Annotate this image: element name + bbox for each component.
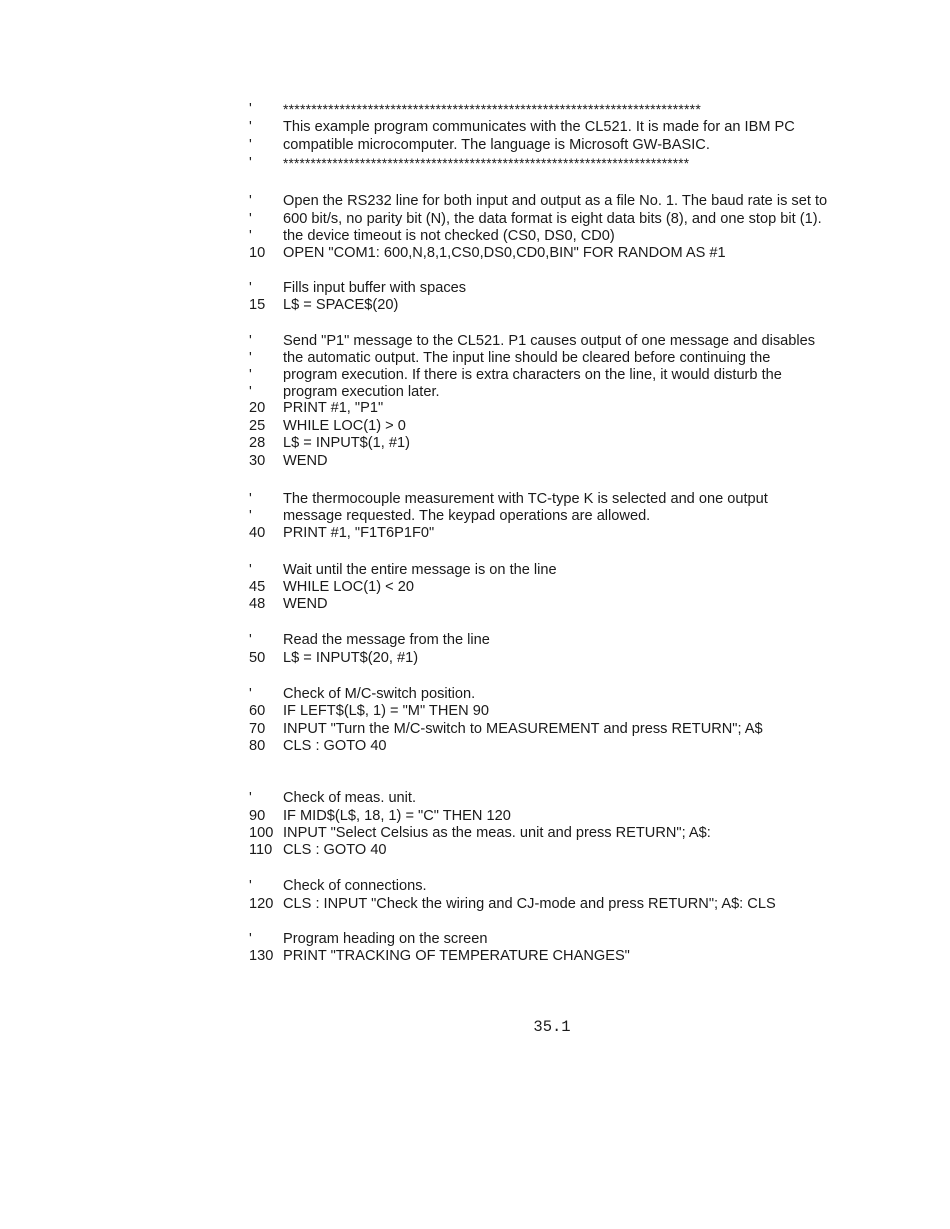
line-text: WEND [283, 453, 328, 469]
line-text: Send "P1" message to the CL521. P1 causes output of one message and disables [283, 333, 816, 349]
line-text: L$ = SPACE$(20) [283, 297, 399, 313]
line-number: 45 [249, 579, 266, 595]
line-text: Wait until the entire message is on the line [283, 562, 557, 578]
line-text: Read the message from the line [283, 632, 490, 648]
comment-mark: ' [249, 562, 252, 578]
line-text: the device timeout is not checked (CS0, DS0, CD0) [283, 228, 615, 244]
line-text: PRINT #1, "F1T6P1F0" [283, 525, 435, 541]
line-text: Open the RS232 line for both input and output as a file No. 1. The baud rate is set to [283, 193, 828, 209]
line-text: WHILE LOC(1) > 0 [283, 418, 406, 434]
line-text: CLS : GOTO 40 [283, 842, 387, 858]
line-number: 25 [249, 418, 266, 434]
line-text: WEND [283, 596, 328, 612]
line-number: 100 [249, 825, 274, 841]
line-number: 28 [249, 435, 266, 451]
line-text: PRINT "TRACKING OF TEMPERATURE CHANGES" [283, 948, 630, 964]
line-number: 110 [249, 842, 273, 858]
line-number: 90 [249, 808, 266, 824]
comment-mark: ' [249, 333, 252, 349]
comment-mark: ' [249, 280, 252, 296]
line-number: 80 [249, 738, 266, 754]
page-number: 35.1 [533, 1018, 571, 1036]
line-number: 130 [249, 948, 274, 964]
line-text: compatible microcomputer. The language is Microsoft GW-BASIC. [283, 137, 710, 153]
line-text: Check of M/C-switch position. [283, 686, 476, 702]
comment-mark: ' [249, 790, 252, 806]
comment-mark: ' [249, 931, 252, 947]
line-number: 120 [249, 896, 274, 912]
line-text: This example program communicates with the CL521. It is made for an IBM PC [283, 119, 795, 135]
line-number: 10 [249, 245, 266, 261]
line-number: 40 [249, 525, 266, 541]
line-text: PRINT #1, "P1" [283, 400, 384, 416]
line-text: OPEN "COM1: 600,N,8,1,CS0,DS0,CD0,BIN" FOR RANDOM AS #1 [283, 245, 726, 261]
line-number: 48 [249, 596, 266, 612]
line-text: Check of connections. [283, 878, 427, 894]
line-text: L$ = INPUT$(20, #1) [283, 650, 419, 666]
line-text: The thermocouple measurement with TC-type K is selected and one output [283, 491, 768, 507]
line-text: Fills input buffer with spaces [283, 280, 467, 296]
comment-mark: ' [249, 211, 252, 227]
line-number: 50 [249, 650, 266, 666]
line-text: program execution. If there is extra characters on the line, it would disturb the [283, 367, 782, 383]
comment-mark: ' [249, 155, 252, 171]
line-text: INPUT "Select Celsius as the meas. unit and press RETURN"; A$: [283, 825, 711, 841]
comment-mark: ' [249, 632, 252, 648]
line-text: L$ = INPUT$(1, #1) [283, 435, 410, 451]
line-text: WHILE LOC(1) < 20 [283, 579, 414, 595]
line-text: CLS : GOTO 40 [283, 738, 387, 754]
line-number: 30 [249, 453, 266, 469]
line-text: Check of meas. unit. [283, 790, 417, 806]
line-text: CLS : INPUT "Check the wiring and CJ-mode and press RETURN"; A$: CLS [283, 896, 776, 912]
comment-mark: ' [249, 137, 252, 153]
line-text: Program heading on the screen [283, 931, 488, 947]
line-number: 70 [249, 721, 266, 737]
comment-mark: ' [249, 228, 252, 244]
line-number: 15 [249, 297, 266, 313]
comment-mark: ' [249, 193, 252, 209]
line-number: 60 [249, 703, 266, 719]
asterisk-rule: ************************************************************************** [283, 156, 690, 171]
comment-mark: ' [249, 367, 252, 383]
line-text: program execution later. [283, 384, 440, 400]
comment-mark: ' [249, 491, 252, 507]
line-text: 600 bit/s, no parity bit (N), the data format is eight data bits (8), and one stop bit (1). [283, 211, 822, 227]
comment-mark: ' [249, 878, 252, 894]
line-text: INPUT "Turn the M/C-switch to MEASUREMENT and press RETURN"; A$ [283, 721, 763, 737]
line-text: IF MID$(L$, 18, 1) = "C" THEN 120 [283, 808, 511, 824]
line-text: IF LEFT$(L$, 1) = "M" THEN 90 [283, 703, 489, 719]
comment-mark: ' [249, 384, 252, 400]
comment-mark: ' [249, 119, 252, 135]
comment-mark: ' [249, 101, 252, 117]
comment-mark: ' [249, 508, 252, 524]
line-text: the automatic output. The input line should be cleared before continuing the [283, 350, 771, 366]
line-text: message requested. The keypad operations are allowed. [283, 508, 651, 524]
comment-mark: ' [249, 686, 252, 702]
comment-mark: ' [249, 350, 252, 366]
line-number: 20 [249, 400, 266, 416]
asterisk-rule: ************************************************************************** [283, 101, 701, 117]
